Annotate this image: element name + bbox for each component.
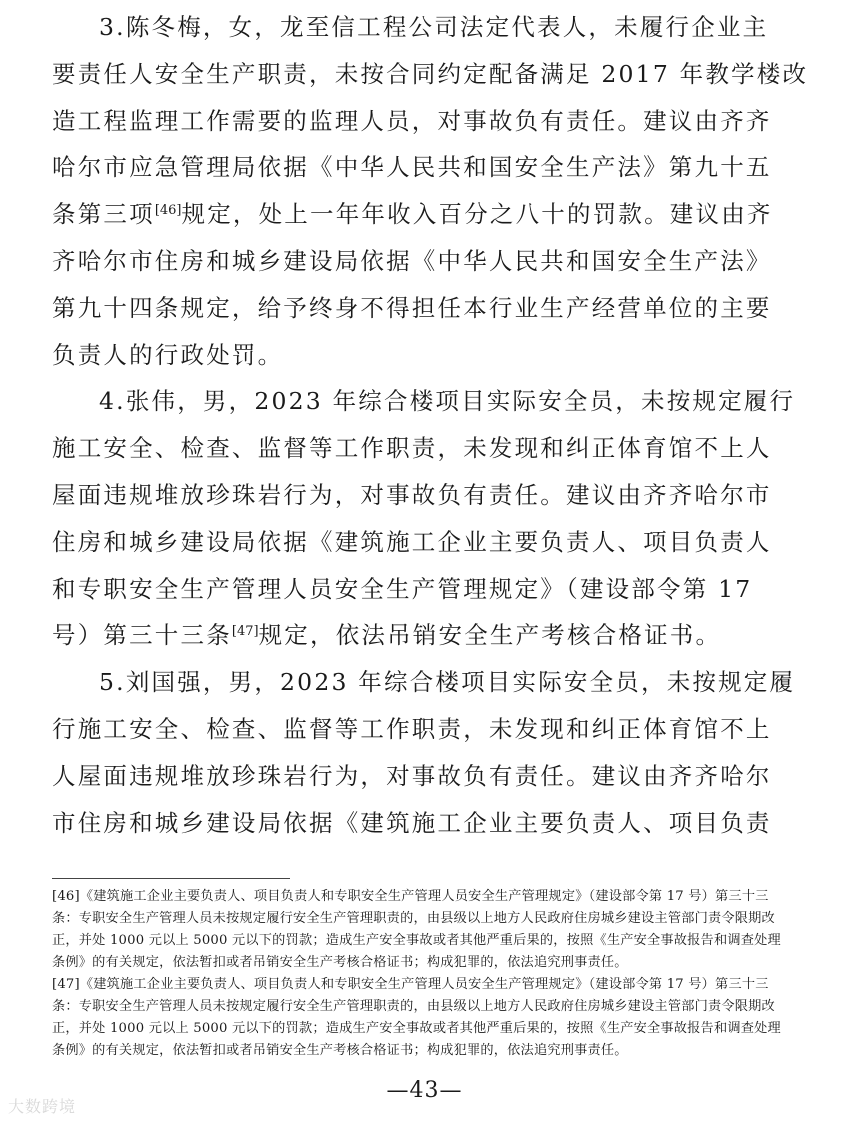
text-line: 施工安全、检查、监督等工作职责，未发现和纠正体育馆不上人 bbox=[52, 434, 772, 463]
text-line: 屋面违规堆放珍珠岩行为，对事故负有责任。建议由齐齐哈尔市 bbox=[52, 480, 772, 509]
footnote-ref-47[interactable]: [47] bbox=[231, 624, 259, 640]
text-line: 和专职安全生产管理人员安全生产管理规定》（建设部令第 17 bbox=[52, 574, 753, 603]
text-line: 3.陈冬梅，女，龙至信工程公司法定代表人，未履行企业主 bbox=[99, 13, 769, 41]
text-line bbox=[52, 612, 778, 659]
text-line: 5.刘国强，男，2023 年综合楼项目实际安全员，未按规定履 bbox=[99, 668, 796, 697]
text-segment: 条第三项 bbox=[52, 200, 155, 229]
text-line: 齐哈尔市住房和城乡建设局依据《中华人民共和国安全生产法》 bbox=[52, 246, 772, 275]
text-line: 人屋面违规堆放珍珠岩行为，对事故负有责任。建议由齐齐哈尔 bbox=[52, 761, 772, 790]
text-segment: 规定，处上一年年收入百分之八十的罚款。建议由齐 bbox=[181, 200, 773, 229]
text-segment: 规定，依法吊销安全生产考核合格证书。 bbox=[258, 621, 722, 650]
text-line: 负责人的行政处罚。 bbox=[52, 340, 284, 369]
paragraph-4 bbox=[52, 378, 796, 659]
watermark-logo: 大数跨境 bbox=[8, 1097, 77, 1116]
text-line: 要责任人安全生产职责，未按合同约定配备满足 2017 年教学楼改 bbox=[52, 59, 809, 88]
footnotes bbox=[52, 886, 782, 1062]
text-segment: 号）第三十三条 bbox=[52, 621, 232, 650]
text-line: 哈尔市应急管理局依据《中华人民共和国安全生产法》第九十五 bbox=[52, 153, 772, 182]
body-text bbox=[52, 4, 809, 846]
text-line: 市住房和城乡建设局依据《建筑施工企业主要负责人、项目负责 bbox=[52, 808, 772, 837]
paragraph-3 bbox=[52, 4, 809, 378]
paragraph-5 bbox=[52, 659, 796, 846]
text-line: 住房和城乡建设局依据《建筑施工企业主要负责人、项目负责人 bbox=[52, 527, 772, 556]
footnote-47: [47]《建筑施工企业主要负责人、项目负责人和专职安全生产管理人员安全生产管理规定》（建设部令第 17 号）第三十三条：专职安全生产管理人员未按规定履行安全生产管理职责的，由县级以上地方人民政府住房城乡建设主管部门责令限期改正，并处 1000 元以上 5000 元以下的罚款；造成生产安全事故或者其他严重后果的，按照《生产安全事故报告和调查处理条例》的有关规定，依法暂扣或者吊销安全生产考核合格证书；构成犯罪的，依法追究刑事责任。 bbox=[52, 977, 781, 1058]
text-line: 第九十四条规定，给予终身不得担任本行业生产经营单位的主要 bbox=[52, 293, 772, 322]
footnote-divider bbox=[52, 878, 290, 879]
text-line: 4.张伟，男，2023 年综合楼项目实际安全员，未按规定履行 bbox=[99, 387, 796, 416]
footnote-ref-46[interactable]: [46] bbox=[154, 203, 182, 219]
text-line bbox=[52, 191, 778, 238]
text-line: 造工程监理工作需要的监理人员，对事故负有责任。建议由齐齐 bbox=[52, 106, 772, 135]
footnote-46: [46]《建筑施工企业主要负责人、项目负责人和专职安全生产管理人员安全生产管理规定》（建设部令第 17 号）第三十三条：专职安全生产管理人员未按规定履行安全生产管理职责的，由县级以上地方人民政府住房城乡建设主管部门责令限期改正，并处 1000 元以上 5000 元以下的罚款；造成生产安全事故或者其他严重后果的，按照《生产安全事故报告和调查处理条例》的有关规定，依法暂扣或者吊销安全生产考核合格证书；构成犯罪的，依法追究刑事责任。 bbox=[52, 889, 781, 970]
page-number: —43— bbox=[386, 1078, 463, 1103]
text-line: 行施工安全、检查、监督等工作职责，未发现和纠正体育馆不上 bbox=[52, 714, 772, 743]
